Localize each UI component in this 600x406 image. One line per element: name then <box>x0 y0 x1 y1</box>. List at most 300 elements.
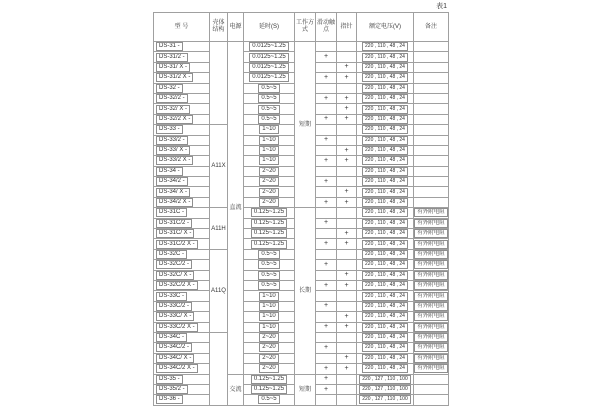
column-header-pointer: 指针 <box>337 13 357 42</box>
pointer-cell: + <box>337 312 357 322</box>
delay-cell <box>244 218 295 228</box>
model-label: DS-33 - <box>156 125 183 134</box>
model-label: DS-31C/ X - <box>156 229 194 238</box>
voltage-cell <box>357 353 414 363</box>
table-row <box>154 374 449 384</box>
voltage-value: 220 , 127 , 110 , 100 <box>359 375 411 384</box>
model-cell <box>154 260 210 270</box>
model-label: DS-33/2 - <box>156 136 188 145</box>
pointer-cell: + <box>337 197 357 207</box>
note-value: 有外附电阻 <box>414 343 448 352</box>
voltage-cell <box>357 125 414 135</box>
delay-value: 2~20 <box>259 198 279 207</box>
model-label: DS-34/2 - <box>156 177 188 186</box>
voltage-value: 220 , 110 , 48 , 24 <box>362 136 408 145</box>
document-page <box>153 2 449 406</box>
voltage-cell <box>357 332 414 342</box>
delay-cell <box>244 187 295 197</box>
pointer-cell <box>337 291 357 301</box>
duty-mode-cell: 短期 <box>295 374 316 405</box>
delay-cell <box>244 208 295 218</box>
voltage-value: 220 , 110 , 48 , 24 <box>362 198 408 207</box>
note-cell <box>414 52 449 62</box>
delay-cell <box>244 135 295 145</box>
slide-contact-cell: + <box>316 93 337 103</box>
voltage-cell <box>357 187 414 197</box>
voltage-cell <box>357 229 414 239</box>
voltage-value: 220 , 110 , 48 , 24 <box>362 333 408 342</box>
model-label: DS-31C/2 - <box>156 219 192 228</box>
model-cell <box>154 83 210 93</box>
voltage-cell <box>357 83 414 93</box>
pointer-cell <box>337 260 357 270</box>
voltage-cell <box>357 218 414 228</box>
delay-value: 0.5~5 <box>258 115 279 124</box>
slide-contact-cell: + <box>316 374 337 384</box>
delay-cell <box>244 73 295 83</box>
note-cell <box>414 83 449 93</box>
model-cell <box>154 364 210 374</box>
table-row <box>154 208 449 218</box>
pointer-cell: + <box>337 73 357 83</box>
pointer-cell <box>337 249 357 259</box>
column-header-voltage: 额定电压(V) <box>357 13 414 42</box>
voltage-value: 220 , 110 , 48 , 24 <box>362 250 408 259</box>
pointer-cell: + <box>337 156 357 166</box>
voltage-cell <box>357 322 414 332</box>
slide-contact-cell: + <box>316 301 337 311</box>
voltage-cell <box>357 384 414 394</box>
delay-value: 0.5~5 <box>258 395 279 404</box>
delay-cell <box>244 301 295 311</box>
delay-value: 0.0125~1.25 <box>249 73 289 82</box>
model-label: DS-31C - <box>156 208 187 217</box>
pointer-cell: + <box>337 93 357 103</box>
voltage-value: 220 , 110 , 48 , 24 <box>362 219 408 228</box>
delay-cell <box>244 62 295 72</box>
note-value: 有外附电阻 <box>414 364 448 373</box>
voltage-cell <box>357 114 414 124</box>
model-label: DS-32 - <box>156 84 183 93</box>
model-cell <box>154 322 210 332</box>
pointer-cell: + <box>337 145 357 155</box>
delay-cell <box>244 374 295 384</box>
delay-cell <box>244 239 295 249</box>
delay-cell <box>244 156 295 166</box>
model-cell <box>154 125 210 135</box>
pointer-cell: + <box>337 280 357 290</box>
model-cell <box>154 229 210 239</box>
voltage-cell <box>357 62 414 72</box>
power-cell: 交流 <box>228 374 244 405</box>
voltage-value: 220 , 110 , 48 , 24 <box>362 156 408 165</box>
delay-cell <box>244 280 295 290</box>
delay-value: 2~20 <box>259 333 279 342</box>
delay-cell <box>244 93 295 103</box>
delay-cell <box>244 384 295 394</box>
pointer-cell: + <box>337 353 357 363</box>
voltage-value: 220 , 110 , 48 , 24 <box>362 73 408 82</box>
note-cell <box>414 218 449 228</box>
model-label: DS-32/2 X - <box>156 115 193 124</box>
slide-contact-cell <box>316 62 337 72</box>
note-cell <box>414 280 449 290</box>
voltage-value: 220 , 110 , 48 , 24 <box>362 115 408 124</box>
slide-contact-cell <box>316 291 337 301</box>
note-cell <box>414 73 449 83</box>
model-cell <box>154 280 210 290</box>
model-label: DS-32/ X - <box>156 105 190 114</box>
model-cell <box>154 312 210 322</box>
note-cell <box>414 145 449 155</box>
model-label: DS-36 - <box>156 395 183 404</box>
delay-cell <box>244 145 295 155</box>
voltage-value: 220 , 110 , 48 , 24 <box>362 354 408 363</box>
voltage-cell <box>357 343 414 353</box>
model-label: DS-34 - <box>156 167 183 176</box>
model-label: DS-35 - <box>156 375 183 384</box>
slide-contact-cell <box>316 42 337 52</box>
delay-value: 0.125~1.25 <box>251 229 287 238</box>
delay-value: 0.125~1.25 <box>251 219 287 228</box>
model-cell <box>154 301 210 311</box>
slide-contact-cell <box>316 145 337 155</box>
delay-cell <box>244 197 295 207</box>
model-cell <box>154 270 210 280</box>
model-label: DS-33C/ X - <box>156 312 194 321</box>
pointer-cell <box>337 332 357 342</box>
voltage-cell <box>357 301 414 311</box>
voltage-value: 220 , 127 , 110 , 100 <box>359 395 411 404</box>
delay-value: 1~10 <box>259 292 279 301</box>
duty-mode-cell: 短期 <box>295 42 316 208</box>
slide-contact-cell: + <box>316 280 337 290</box>
delay-value: 0.5~5 <box>258 84 279 93</box>
model-label: DS-33/2 X - <box>156 156 193 165</box>
delay-value: 0.0125~1.25 <box>249 42 289 51</box>
model-cell <box>154 384 210 394</box>
model-cell <box>154 249 210 259</box>
delay-value: 1~10 <box>259 125 279 134</box>
delay-value: 2~20 <box>259 167 279 176</box>
voltage-value: 220 , 110 , 48 , 24 <box>362 167 408 176</box>
note-cell <box>414 135 449 145</box>
note-cell <box>414 93 449 103</box>
slide-contact-cell <box>316 187 337 197</box>
column-header-note: 备注 <box>414 13 449 42</box>
delay-value: 1~10 <box>259 312 279 321</box>
model-cell <box>154 62 210 72</box>
model-cell <box>154 177 210 187</box>
delay-cell <box>244 260 295 270</box>
column-header-model: 型 号 <box>154 13 210 42</box>
pointer-cell: + <box>337 322 357 332</box>
shell-structure-cell: A11X <box>210 125 228 208</box>
model-label: DS-31C/2 X - <box>156 240 198 249</box>
note-cell <box>414 187 449 197</box>
delay-value: 0.5~5 <box>258 260 279 269</box>
voltage-value: 220 , 110 , 48 , 24 <box>362 271 408 280</box>
voltage-value: 220 , 110 , 48 , 24 <box>362 53 408 62</box>
note-cell <box>414 177 449 187</box>
note-value: 有外附电阻 <box>414 292 448 301</box>
voltage-value: 220 , 110 , 48 , 24 <box>362 323 408 332</box>
slide-contact-cell: + <box>316 260 337 270</box>
slide-contact-cell: + <box>316 177 337 187</box>
note-cell <box>414 343 449 353</box>
voltage-value: 220 , 110 , 48 , 24 <box>362 364 408 373</box>
model-cell <box>154 291 210 301</box>
delay-cell <box>244 270 295 280</box>
model-label: DS-34C/ X - <box>156 354 194 363</box>
delay-value: 2~20 <box>259 177 279 186</box>
voltage-value: 220 , 110 , 48 , 24 <box>362 94 408 103</box>
column-header-slide: 滑动触点 <box>316 13 337 42</box>
delay-value: 2~20 <box>259 364 279 373</box>
delay-value: 2~20 <box>259 354 279 363</box>
slide-contact-cell: + <box>316 135 337 145</box>
voltage-value: 220 , 110 , 48 , 24 <box>362 302 408 311</box>
slide-contact-cell: + <box>316 197 337 207</box>
note-cell <box>414 229 449 239</box>
model-label: DS-33C - <box>156 292 187 301</box>
note-value: 有外附电阻 <box>414 250 448 259</box>
pointer-cell <box>337 42 357 52</box>
voltage-value: 220 , 110 , 48 , 24 <box>362 188 408 197</box>
delay-cell <box>244 104 295 114</box>
column-header-power: 电源 <box>228 13 244 42</box>
delay-value: 0.5~5 <box>258 105 279 114</box>
delay-value: 0.0125~1.25 <box>249 53 289 62</box>
power-cell: 直流 <box>228 42 244 375</box>
delay-cell <box>244 332 295 342</box>
note-value: 有外附电阻 <box>414 208 448 217</box>
voltage-cell <box>357 145 414 155</box>
voltage-cell <box>357 93 414 103</box>
delay-cell <box>244 322 295 332</box>
pointer-cell <box>337 218 357 228</box>
note-cell <box>414 322 449 332</box>
pointer-cell <box>337 52 357 62</box>
voltage-cell <box>357 208 414 218</box>
note-value: 有外附电阻 <box>414 229 448 238</box>
delay-value: 0.125~1.25 <box>251 208 287 217</box>
voltage-value: 220 , 127 , 110 , 100 <box>359 385 411 394</box>
model-cell <box>154 93 210 103</box>
voltage-cell <box>357 374 414 384</box>
delay-cell <box>244 83 295 93</box>
note-cell <box>414 270 449 280</box>
note-value: 有外附电阻 <box>414 281 448 290</box>
voltage-cell <box>357 280 414 290</box>
delay-value: 1~10 <box>259 302 279 311</box>
slide-contact-cell <box>316 332 337 342</box>
model-cell <box>154 343 210 353</box>
voltage-cell <box>357 52 414 62</box>
voltage-cell <box>357 42 414 52</box>
model-label: DS-34/ X - <box>156 188 190 197</box>
spec-table <box>153 12 449 406</box>
delay-cell <box>244 249 295 259</box>
note-cell <box>414 62 449 72</box>
model-cell <box>154 353 210 363</box>
pointer-cell <box>337 208 357 218</box>
pointer-cell <box>337 135 357 145</box>
delay-cell <box>244 312 295 322</box>
model-label: DS-31/2 - <box>156 53 188 62</box>
note-cell <box>414 291 449 301</box>
voltage-cell <box>357 291 414 301</box>
voltage-cell <box>357 197 414 207</box>
model-cell <box>154 239 210 249</box>
voltage-value: 220 , 110 , 48 , 24 <box>362 84 408 93</box>
model-label: DS-34C/2 X - <box>156 364 198 373</box>
note-cell <box>414 384 449 394</box>
model-label: DS-31/ X - <box>156 63 190 72</box>
model-label: DS-33C/2 X - <box>156 323 198 332</box>
model-label: DS-34/2 X - <box>156 198 193 207</box>
voltage-value: 220 , 110 , 48 , 24 <box>362 343 408 352</box>
voltage-value: 220 , 110 , 48 , 24 <box>362 260 408 269</box>
delay-value: 0.5~5 <box>258 271 279 280</box>
model-cell <box>154 197 210 207</box>
voltage-cell <box>357 312 414 322</box>
delay-value: 0.5~5 <box>258 250 279 259</box>
slide-contact-cell: + <box>316 364 337 374</box>
pointer-cell <box>337 343 357 353</box>
model-label: DS-31/2 X - <box>156 73 193 82</box>
voltage-cell <box>357 73 414 83</box>
header-row <box>154 13 449 42</box>
slide-contact-cell <box>316 312 337 322</box>
pointer-cell: + <box>337 187 357 197</box>
delay-cell <box>244 353 295 363</box>
model-label: DS-35/2 - <box>156 385 188 394</box>
column-header-duty: 工作方式 <box>295 13 316 42</box>
slide-contact-cell: + <box>316 343 337 353</box>
model-cell <box>154 208 210 218</box>
pointer-cell: + <box>337 239 357 249</box>
slide-contact-cell <box>316 249 337 259</box>
model-cell <box>154 187 210 197</box>
model-cell <box>154 73 210 83</box>
delay-value: 0.125~1.25 <box>251 375 287 384</box>
note-value: 有外附电阻 <box>414 323 448 332</box>
table-header <box>154 13 449 42</box>
model-cell <box>154 332 210 342</box>
slide-contact-cell <box>316 83 337 93</box>
slide-contact-cell <box>316 125 337 135</box>
model-label: DS-34C/2 - <box>156 343 192 352</box>
model-label: DS-32/2 - <box>156 94 188 103</box>
table-body <box>154 42 449 406</box>
model-cell <box>154 52 210 62</box>
slide-contact-cell <box>316 270 337 280</box>
pointer-cell: + <box>337 114 357 124</box>
note-value: 有外附电阻 <box>414 354 448 363</box>
shell-structure-cell <box>210 332 228 405</box>
slide-contact-cell <box>316 104 337 114</box>
voltage-value: 220 , 110 , 48 , 24 <box>362 312 408 321</box>
voltage-cell <box>357 364 414 374</box>
voltage-cell <box>357 249 414 259</box>
model-cell <box>154 135 210 145</box>
note-cell <box>414 239 449 249</box>
slide-contact-cell: + <box>316 156 337 166</box>
note-cell <box>414 260 449 270</box>
slide-contact-cell: + <box>316 239 337 249</box>
voltage-value: 220 , 110 , 48 , 24 <box>362 292 408 301</box>
delay-cell <box>244 166 295 176</box>
voltage-cell <box>357 166 414 176</box>
note-value: 有外附电阻 <box>414 240 448 249</box>
shell-structure-cell: A11H <box>210 208 228 250</box>
model-cell <box>154 374 210 384</box>
duty-mode-cell: 长期 <box>295 208 316 374</box>
voltage-cell <box>357 260 414 270</box>
slide-contact-cell: + <box>316 322 337 332</box>
delay-cell <box>244 364 295 374</box>
delay-cell <box>244 177 295 187</box>
delay-value: 0.0125~1.25 <box>249 63 289 72</box>
note-value: 有外附电阻 <box>414 312 448 321</box>
pointer-cell <box>337 166 357 176</box>
model-cell <box>154 218 210 228</box>
delay-value: 0.125~1.25 <box>251 385 287 394</box>
note-value: 有外附电阻 <box>414 271 448 280</box>
voltage-cell <box>357 270 414 280</box>
model-cell <box>154 114 210 124</box>
note-cell <box>414 374 449 384</box>
pointer-cell: + <box>337 270 357 280</box>
slide-contact-cell: + <box>316 384 337 394</box>
shell-structure-cell <box>210 42 228 125</box>
note-cell <box>414 104 449 114</box>
model-cell <box>154 104 210 114</box>
delay-value: 2~20 <box>259 343 279 352</box>
model-label: DS-32C - <box>156 250 187 259</box>
column-header-shell: 壳体结构 <box>210 13 228 42</box>
model-cell <box>154 166 210 176</box>
delay-value: 1~10 <box>259 323 279 332</box>
delay-cell <box>244 114 295 124</box>
note-cell <box>414 301 449 311</box>
voltage-value: 220 , 110 , 48 , 24 <box>362 281 408 290</box>
model-label: DS-31 - <box>156 42 183 51</box>
pointer-cell <box>337 83 357 93</box>
voltage-cell <box>357 177 414 187</box>
slide-contact-cell <box>316 166 337 176</box>
voltage-value: 220 , 110 , 48 , 24 <box>362 105 408 114</box>
note-cell <box>414 125 449 135</box>
note-cell <box>414 156 449 166</box>
model-label: DS-32C/2 X - <box>156 281 198 290</box>
delay-value: 2~20 <box>259 188 279 197</box>
voltage-value: 220 , 110 , 48 , 24 <box>362 240 408 249</box>
delay-value: 0.5~5 <box>258 94 279 103</box>
voltage-value: 220 , 110 , 48 , 24 <box>362 42 408 51</box>
voltage-value: 220 , 110 , 48 , 24 <box>362 177 408 186</box>
voltage-cell <box>357 239 414 249</box>
pointer-cell: + <box>337 104 357 114</box>
pointer-cell <box>337 374 357 384</box>
pointer-cell <box>337 125 357 135</box>
model-label: DS-33/ X - <box>156 146 190 155</box>
pointer-cell <box>337 384 357 394</box>
note-value: 有外附电阻 <box>414 302 448 311</box>
delay-value: 0.5~5 <box>258 281 279 290</box>
note-cell <box>414 166 449 176</box>
